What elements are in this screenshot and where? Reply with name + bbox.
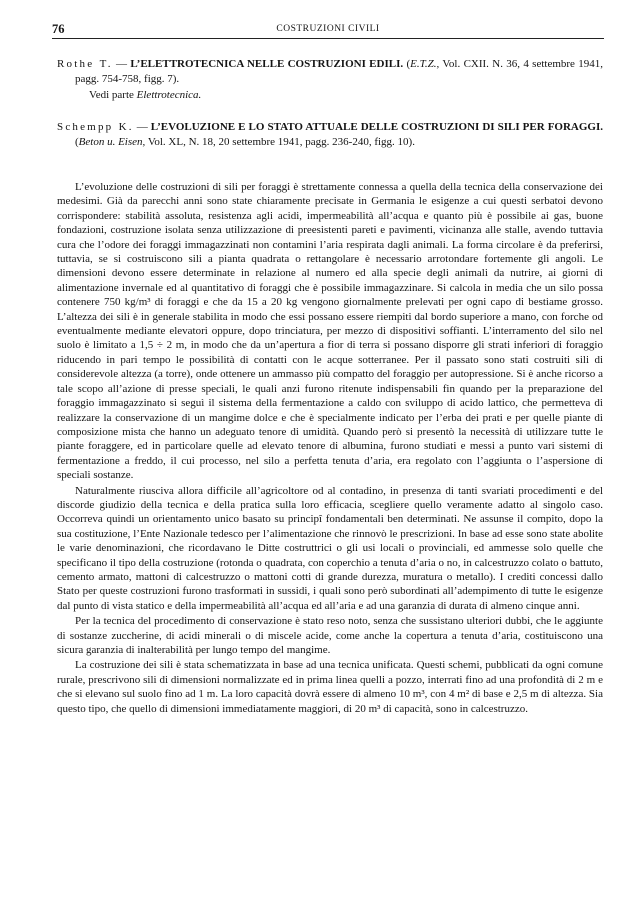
source-open-paren: (: [406, 58, 411, 70]
see-also-target: Elettrotecnica.: [136, 89, 202, 102]
running-title: COSTRUZIONI CIVILI: [276, 24, 380, 34]
source-journal: Beton u. Eisen,: [78, 135, 146, 148]
reference-separator: —: [116, 58, 128, 70]
article-body: [57, 180, 603, 716]
source-details: Vol. XL, N. 18, 20 settembre 1941, pagg. 236-240, figg. 10).: [147, 135, 415, 148]
reference-author: Schempp K.: [57, 121, 134, 133]
running-header: [52, 22, 604, 39]
reference-author: Rothe T.: [57, 58, 113, 70]
reference-entry-rothe: [57, 57, 603, 103]
source-details: Vol. CXII. N. 36, 4 settembre 1941, pagg. 754-758, figg. 7).: [75, 58, 604, 85]
source-open-paren: (: [75, 135, 79, 148]
reference-entry-schempp: [57, 120, 603, 149]
see-also-note: [89, 88, 603, 103]
reference-title: L’EVOLUZIONE E LO STATO ATTUALE DELLE COSTRUZIONI DI SILI PER FORAGGI.: [150, 121, 604, 133]
page-number: 76: [52, 22, 65, 36]
reference-title: L’ELETTROTECNICA NELLE COSTRUZIONI EDILI.: [130, 58, 404, 70]
reference-separator: —: [136, 121, 148, 133]
source-journal: E.T.Z.,: [410, 58, 440, 70]
body-paragraph: Naturalmente riusciva allora difficile all’agricoltore od al contadino, in presenza di tanti svariati procedimenti e del discorde giudizio della tecnica e della pratica sulla loro efficacia, scegliere quello veramente adatto al singolo caso. Occorreva quindi un orientamento unico basato su principî fondamentali ben determinati. Ne assunse il compito, dopo la sua costituzione, l’Ente Nazionale tedesco per l’alimentazione che rinnovò le prescrizioni. In base ad esse sono state abolite le varie denominazioni, che ricordavano le Ditte costruttrici o gli usi locali o provinciali, ed ammesse solo quelle che specificano il tipo della costruzione (rotonda o quadrata, con coperchio a tenuta d’aria o no, in calcestruzzo colato o battuto, cemento armato, mattoni di calcestruzzo o mattoni cotti di grande durezza, muratura o metallo). I crediti concessi dallo Stato per queste costruzioni furono trasformati in sussidi, i quali sono però subordinati all’adempimento di tutte le esigenze dal punto di vista statico e della impermeabilità all’acqua ed all’aria e ad una garanzia di durata di almeno cinque anni.: [57, 484, 603, 612]
body-paragraph: Per la tecnica del procedimento di conservazione è stato reso noto, senza che sussistano ulteriori dubbi, che le aggiunte di sostanze zuccherine, di acidi minerali o di miscele acide, come anche la copertura a tenuta d’aria, costituiscono una sicura garanzia di inalterabilità per lungo tempo del mangime.: [57, 615, 603, 656]
body-paragraph: La costruzione dei sili è stata schematizzata in base ad una tecnica unificata. Questi schemi, pubblicati da ogni comune rurale, prescrivono sili di dimensioni normalizzate ed in prima linea quelli a pozzo, interrati fino ad una profondità di 2 m e che si elevano sul suolo fino ad 1 m. La loro capacità dovrà essere di almeno 10 m³, con 4 m² di base e 2,5 m di altezza. Sia questo tipo, che quello di dimensioni immediatamente maggiori, di 20 m³ di capacità, sono in calcestruzzo.: [57, 659, 603, 715]
see-also-prefix: Vedi parte: [89, 89, 134, 102]
body-paragraph: L’evoluzione delle costruzioni di sili per foraggi è strettamente connessa a quella della tecnica della conservazione dei medesimi. Già da parecchi anni sono state chiaramente precisate in Germania le esigenze a cui questi serbatoi devono corrispondere: stabilità assoluta, resistenza agli acidi, impermeabilità all’acqua e quanto più è possibile ai gas, buone fondazioni, costruzione isolata senza utilizzazione di preesistenti pareti e pavimenti, vicinanza alle stalle, avendo tuttavia cura che l’odore dei foraggi immagazzinati non contamini l’aria respirata dagli animali. La forma circolare è da preferirsi, tuttavia, se si costruiscono sili a pianta quadrata o rettangolare è necessario arrotondare fortemente gli angoli. Le dimensioni devono essere determinate in relazione al numero ed alla specie degli animali da nutrire, ai giorni di alimentazione invernale ed al quantitativo di foraggi che è possibile immagazzinare. Si calcola in media che un silo possa contenere 750 kg/m³ di foraggi e che da 15 a 20 kg vengono giornalmente prelevati per ogni capo di bestiame grosso. L’altezza dei sili è in generale stabilita in modo che essi possano essere riempiti dal bordo superiore a mano, con forche od eventualmente mediante elevatori oppure, dopo trinciatura, per mezzo di dispositivi soffianti. L’interramento del silo nel suolo è limitato a 1,5 ÷ 2 m, in modo che da un’apertura a fior di terra si possano disporre gli strati inferiori di foraggio riducendo in pari tempo le possibilità di contatti con le acque sotterranee. Per il passato sono stati costruiti sili di considerevole altezza (a torre), onde ottenere un ammasso più compatto del foraggio per autopressione. Si è anche ricorso a tale scopo all’azione di presse speciali, le quali anzi furono ritenute indispensabili fin quando per la preparazione del foraggio immagazzinato si seguì il sistema della fermentazione a caldo con sviluppo di acido lattico, che permetteva di realizzare la conservazione di un mangime dolce e che è specialmente indicato per l’erba dei prati e per quelle piante di composizione mista che hanno un adeguato tenore di umidità. Quando però si presentò la necessità di utilizzare tutte le piante foraggere, ed in particolare quelle ad elevato tenore di albumina, furono studiati e messi a punto vari sistemi di fermentazione a freddo, il cui processo, nel silo a perfetta tenuta d’aria, era regolato con l’aggiunta o l’aspersione di speciali sostanze.: [57, 181, 603, 482]
